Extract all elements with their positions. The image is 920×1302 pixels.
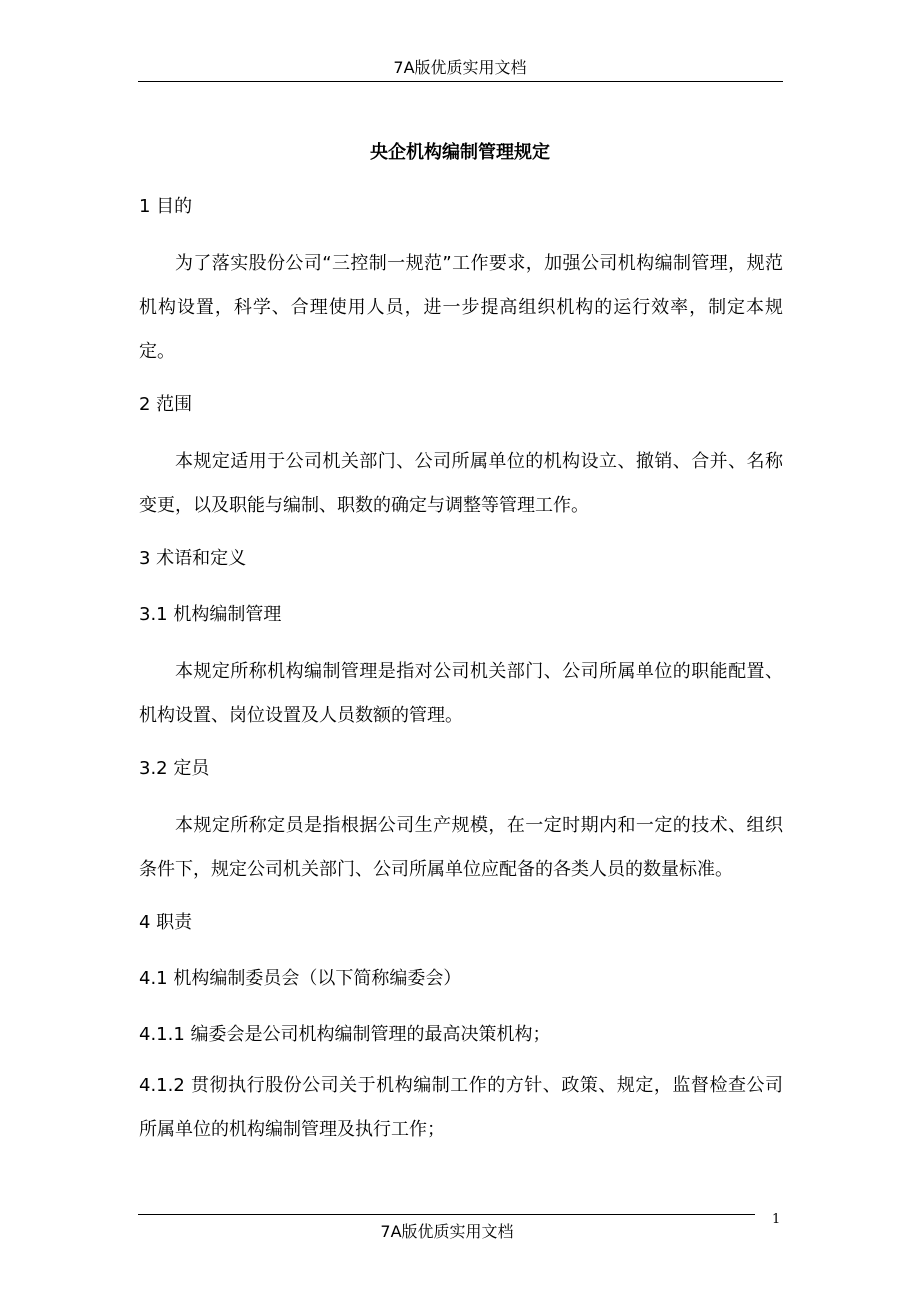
document-title: 央企机构编制管理规定 bbox=[370, 142, 550, 163]
subsection-heading-org-management: 3.1 机构编制管理 bbox=[139, 604, 282, 625]
paragraph-staffing: 本规定所称定员是指根据公司生产规模，在一定时期内和一定的技术、组织条件下，规定公司机关部门、公司所属单位应配备的各类人员的数量标准。 bbox=[139, 815, 783, 880]
section-heading-terms: 3 术语和定义 bbox=[139, 548, 247, 569]
header-divider bbox=[138, 81, 783, 82]
paragraph-purpose: 为了落实股份公司“三控制一规范”工作要求，加强公司机构编制管理，规范机构设置，科学、合理使用人员，进一步提高组织机构的运行效率，制定本规定。 bbox=[139, 253, 783, 362]
paragraph-scope: 本规定适用于公司机关部门、公司所属单位的机构设立、撤销、合并、名称变更，以及职能与编制、职数的确定与调整等管理工作。 bbox=[139, 451, 783, 516]
paragraph-org-management: 本规定所称机构编制管理是指对公司机关部门、公司所属单位的职能配置、机构设置、岗位设置及人员数额的管理。 bbox=[139, 661, 783, 726]
document-body bbox=[139, 190, 783, 1152]
section-heading-purpose: 1 目的 bbox=[139, 196, 193, 217]
clause-4-1-2: 4.1.2 贯彻执行股份公司关于机构编制工作的方针、政策、规定，监督检查公司所属单位的机构编制管理及执行工作； bbox=[139, 1075, 783, 1140]
footer-text: 7A版优质实用文档 bbox=[380, 1222, 514, 1241]
footer-divider bbox=[138, 1214, 755, 1215]
clause-4-1-1: 4.1.1 编委会是公司机构编制管理的最高决策机构； bbox=[139, 1024, 551, 1045]
subsection-heading-committee: 4.1 机构编制委员会（以下简称编委会） bbox=[139, 968, 462, 989]
section-heading-duties: 4 职责 bbox=[139, 912, 193, 933]
header-text: 7A版优质实用文档 bbox=[393, 58, 527, 77]
subsection-heading-staffing: 3.2 定员 bbox=[139, 758, 210, 779]
page-number: 1 bbox=[772, 1212, 781, 1227]
section-heading-scope: 2 范围 bbox=[139, 394, 193, 415]
